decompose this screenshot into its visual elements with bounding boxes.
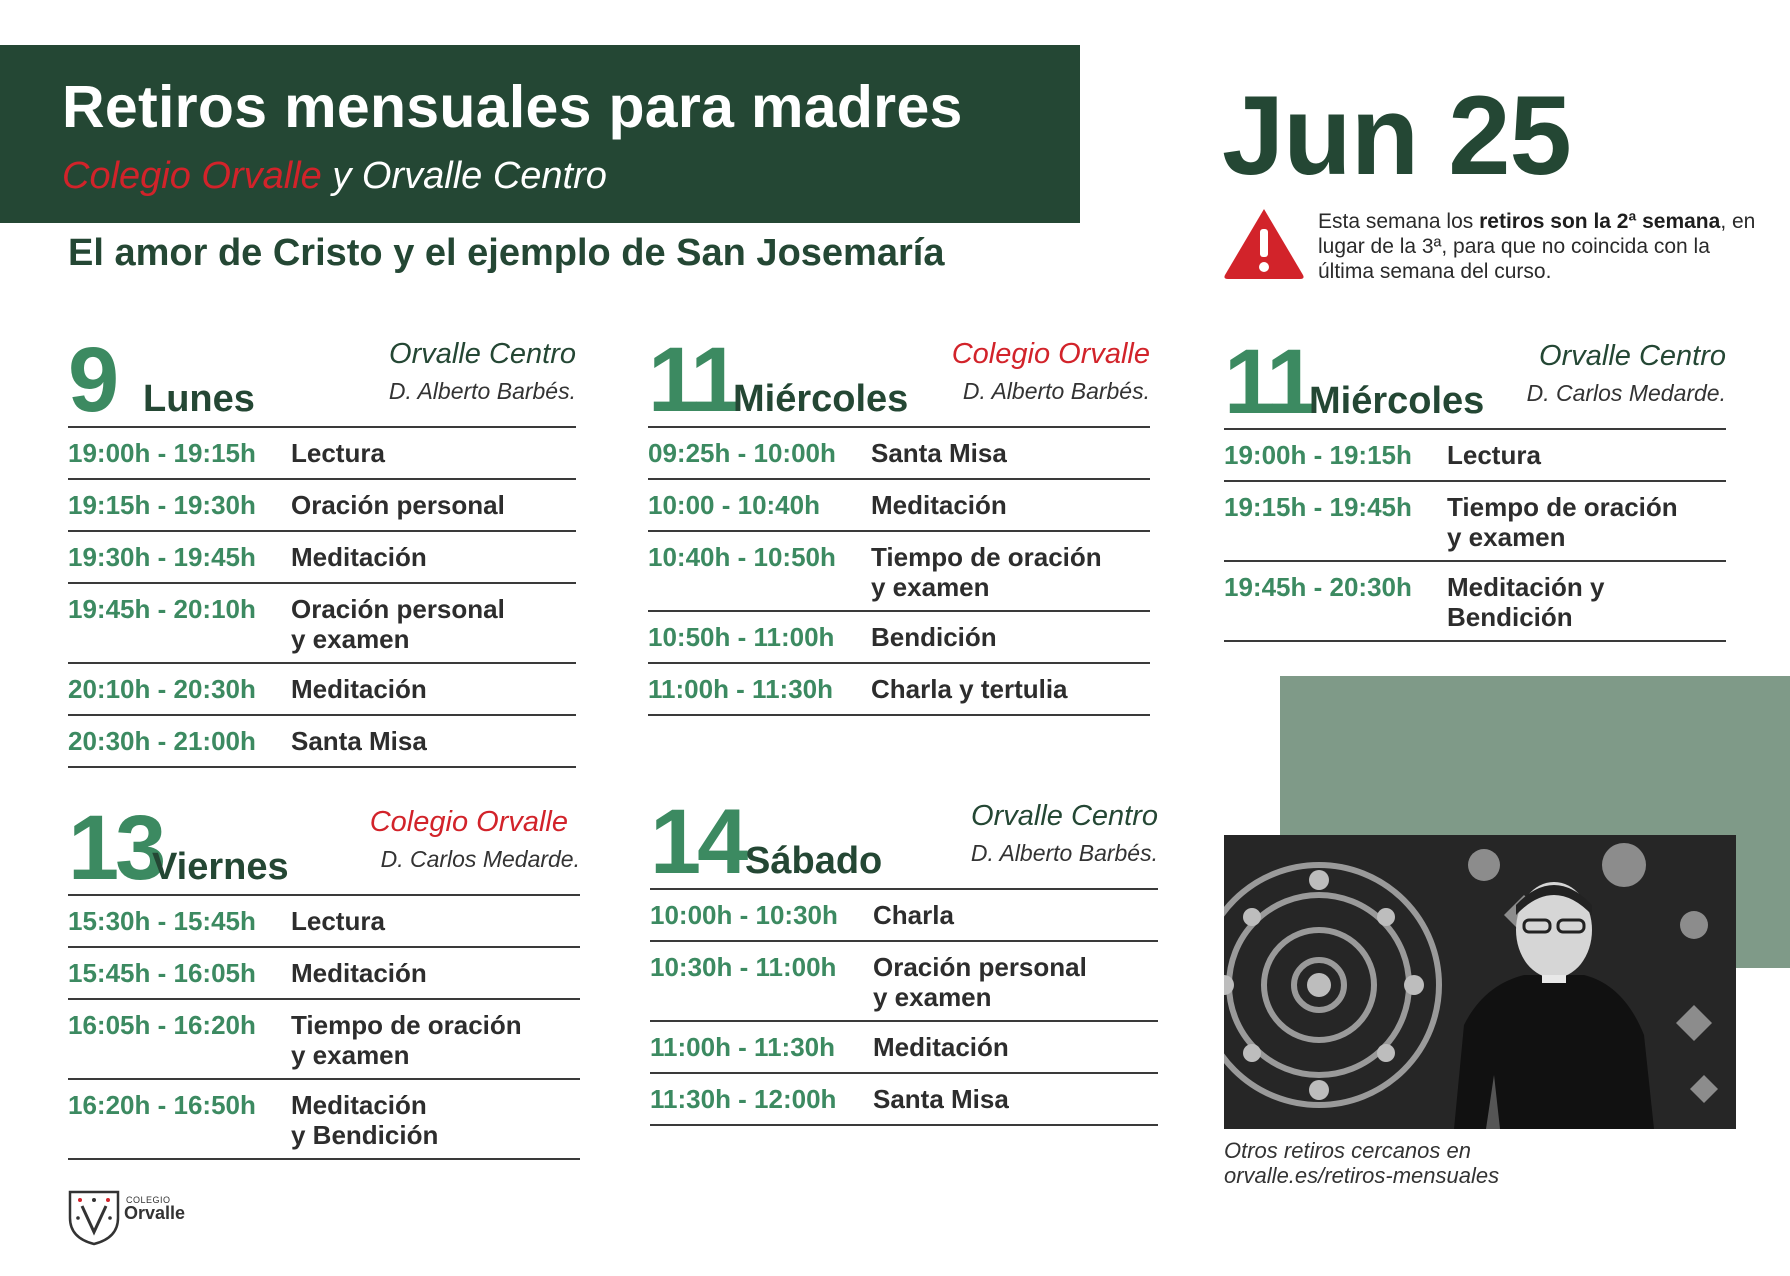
time: 20:10h - 20:30h [68,674,256,704]
activity: Santa Misa [873,1084,1009,1114]
time: 19:45h - 20:30h [1224,572,1412,602]
schedule-table [650,888,1158,1126]
schedule-table [1224,428,1726,642]
table-row [648,612,1150,664]
time: 15:30h - 15:45h [68,906,256,936]
saint-photo [1224,835,1736,1129]
table-row [1224,482,1726,562]
day-name: Sábado [745,840,883,882]
day-name: Lunes [143,378,255,420]
table-row [650,890,1158,942]
schedule-table [68,894,580,1160]
table-row [68,1080,580,1160]
venue: Colegio Orvalle [951,338,1150,370]
retreat-theme: El amor de Cristo y el ejemplo de San Josemaría [68,232,945,274]
priest: D. Alberto Barbés. [970,840,1158,866]
activity: Meditación [873,1032,1009,1062]
activity: Meditación [291,958,427,988]
table-row [68,716,576,768]
time: 19:30h - 19:45h [68,542,256,572]
activity: Lectura [1447,440,1541,470]
activity: Lectura [291,906,385,936]
activity: Santa Misa [871,438,1007,468]
activity: Tiempo de oración y examen [871,542,1102,602]
day-name: Miércoles [733,378,909,420]
table-row [68,584,576,664]
time: 10:00 - 10:40h [648,490,820,520]
time: 19:15h - 19:45h [1224,492,1412,522]
table-row [1224,562,1726,642]
subtitle-center: y Orvalle Centro [321,155,607,197]
time: 10:30h - 11:00h [650,952,837,982]
table-row [648,428,1150,480]
time: 10:50h - 11:00h [648,622,835,652]
page-title: Retiros mensuales para madres [62,74,963,140]
schedule-saturday-14 [650,791,1158,1126]
table-row [650,1074,1158,1126]
subtitle-school: Colegio Orvalle [62,155,322,197]
logo-label: Orvalle [124,1203,186,1223]
school-crest-icon [68,1188,120,1246]
activity: Tiempo de oración y examen [291,1010,522,1070]
time: 19:00h - 19:15h [68,438,256,468]
day-name: Miércoles [1309,380,1485,422]
day-name: Viernes [152,846,289,888]
priest: D. Carlos Medarde. [380,846,580,872]
time: 15:45h - 16:05h [68,958,256,988]
time: 20:30h - 21:00h [68,726,256,756]
activity: Santa Misa [291,726,427,756]
schedule-monday-9 [68,329,576,768]
time: 19:15h - 19:30h [68,490,256,520]
schedule-table [648,426,1150,716]
time: 09:25h - 10:00h [648,438,836,468]
schedule-wednesday-11-center [1224,331,1726,642]
time: 19:45h - 20:10h [68,594,256,624]
priest: D. Alberto Barbés. [962,378,1150,404]
time: 10:00h - 10:30h [650,900,838,930]
activity: Tiempo de oración y examen [1447,492,1678,552]
schedule-wednesday-11-school [648,329,1150,716]
priest: D. Carlos Medarde. [1526,380,1726,406]
activity: Bendición [871,622,997,652]
activity: Charla y tertulia [871,674,1068,704]
venue: Orvalle Centro [389,338,576,370]
table-row [68,480,576,532]
day-number: 14 [650,791,745,893]
venue: Orvalle Centro [1539,340,1726,372]
table-row [650,942,1158,1022]
activity: Oración personal [291,490,505,520]
activity: Oración personal y examen [873,952,1087,1012]
table-row [648,480,1150,532]
time: 16:20h - 16:50h [68,1090,256,1120]
day-number: 11 [1224,331,1314,433]
activity: Charla [873,900,954,930]
priest: D. Alberto Barbés. [388,378,576,404]
table-row [1224,430,1726,482]
activity: Meditación y Bendición [291,1090,439,1150]
activity: Meditación y Bendición [1447,572,1605,632]
day-number: 11 [648,329,738,431]
table-row [648,532,1150,612]
page-subtitle [62,155,607,198]
table-row [650,1022,1158,1074]
table-row [648,664,1150,716]
table-row [68,1000,580,1080]
day-number: 13 [68,797,163,899]
activity: Meditación [291,674,427,704]
time: 10:40h - 10:50h [648,542,836,572]
time: 11:00h - 11:30h [650,1032,835,1062]
more-retreats-caption: Otros retiros cercanos en orvalle.es/retiros-mensuales [1224,1138,1500,1188]
time: 11:30h - 12:00h [650,1084,837,1114]
table-row [68,532,576,584]
schedule-table [68,426,576,768]
warning-icon [1222,205,1306,281]
time: 16:05h - 16:20h [68,1010,256,1040]
venue: Orvalle Centro [971,800,1158,832]
photo-illustration [1224,835,1736,1129]
table-row [68,896,580,948]
time: 19:00h - 19:15h [1224,440,1412,470]
activity: Meditación [871,490,1007,520]
table-row [68,664,576,716]
activity: Lectura [291,438,385,468]
activity: Oración personal y examen [291,594,505,654]
month-label: Jun 25 [1222,73,1571,198]
table-row [68,948,580,1000]
venue: Colegio Orvalle [369,806,568,838]
schedule-friday-13 [68,797,580,1160]
day-number: 9 [68,329,116,431]
time: 11:00h - 11:30h [648,674,833,704]
schedule-notice: Esta semana los retiros son la 2ª semana, en lugar de la 3ª, para que no coincida con la última semana del curso. [1318,210,1756,283]
table-row [68,428,576,480]
activity: Meditación [291,542,427,572]
header-banner [0,45,1080,223]
logo-label-small: COLEGIO [126,1195,171,1205]
